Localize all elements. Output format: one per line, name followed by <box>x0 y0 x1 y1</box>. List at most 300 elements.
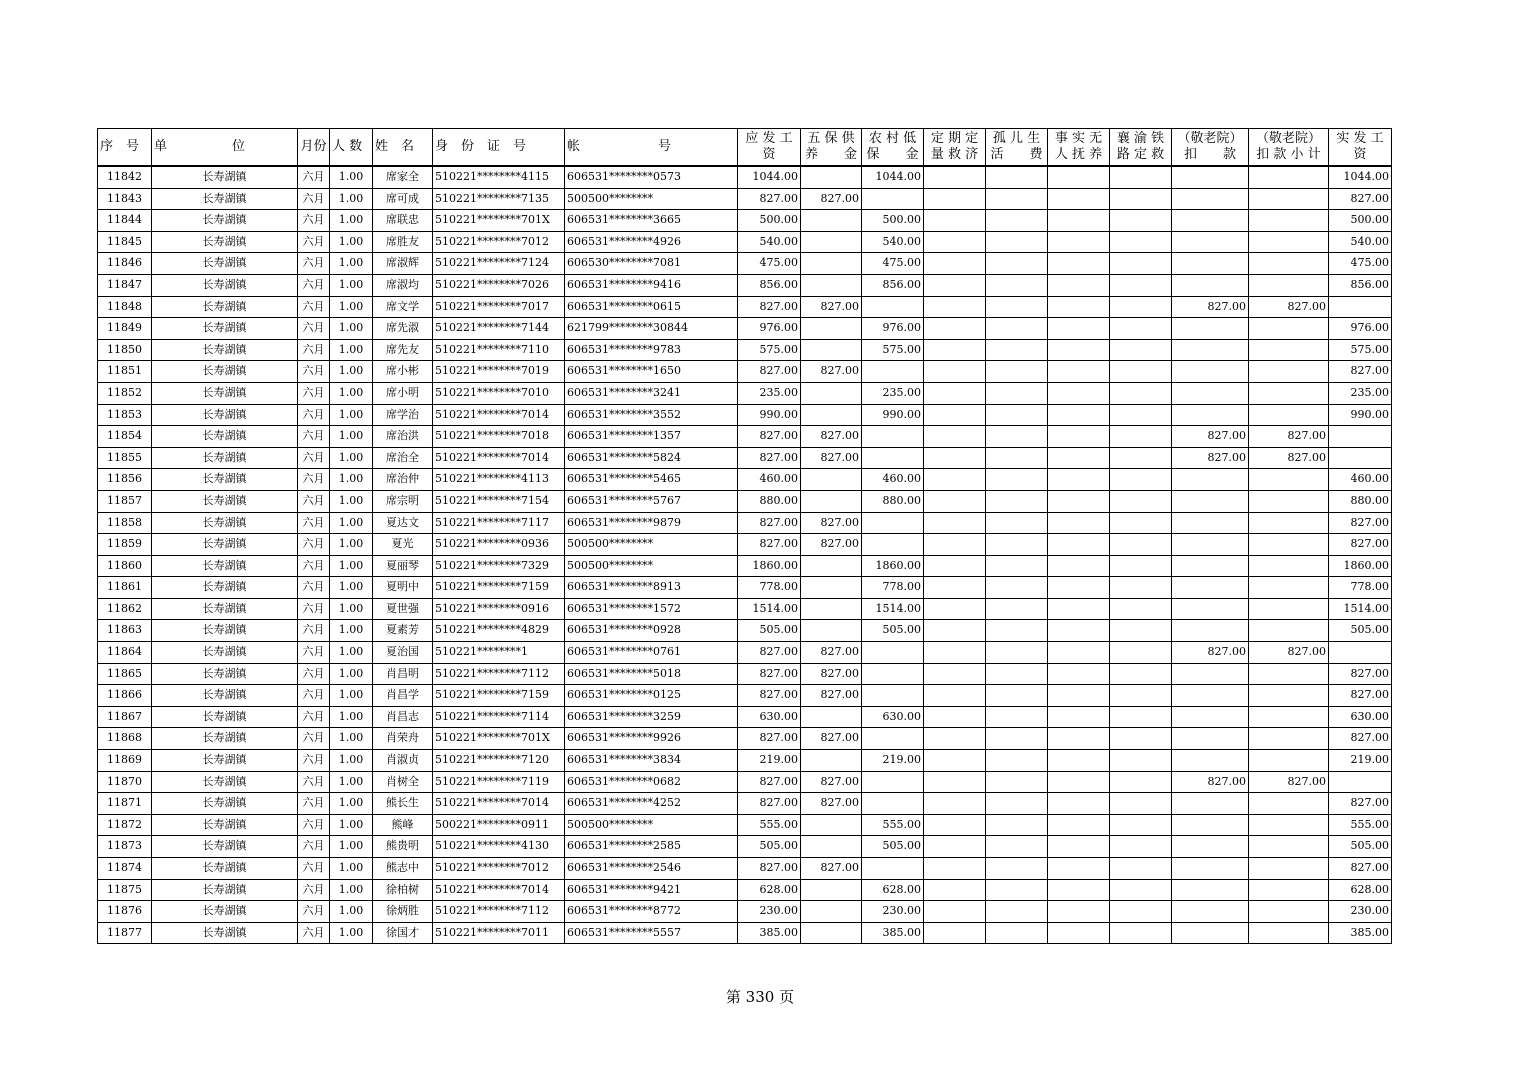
account-cell: 606531********8772 <box>565 901 738 923</box>
account-cell: 606531********3259 <box>565 706 738 728</box>
nursing-home-deduction-cell <box>1172 210 1249 232</box>
account-cell: 606531********1572 <box>565 598 738 620</box>
xiangyu-railway-cell <box>1110 210 1172 232</box>
deduction-subtotal-cell: 827.00 <box>1249 642 1329 664</box>
xiangyu-railway-cell <box>1110 555 1172 577</box>
table-row <box>98 296 1392 318</box>
nursing-home-deduction-cell <box>1172 188 1249 210</box>
orphan-living-cell <box>986 253 1048 275</box>
deduction-subtotal-cell <box>1249 512 1329 534</box>
periodic-relief-cell <box>924 382 986 404</box>
nursing-home-deduction-cell <box>1172 382 1249 404</box>
name-cell: 席联忠 <box>373 210 433 232</box>
xiangyu-railway-cell <box>1110 814 1172 836</box>
gross-pay-cell: 856.00 <box>738 274 801 296</box>
gross-pay-cell: 1860.00 <box>738 555 801 577</box>
serial-no-cell: 11864 <box>98 642 152 664</box>
de-facto-orphan-cell <box>1048 663 1110 685</box>
name-cell: 席学治 <box>373 404 433 426</box>
column-header-line1: 农 村 低 <box>868 131 917 146</box>
table-row <box>98 922 1392 944</box>
net-pay-cell: 976.00 <box>1329 318 1392 340</box>
net-pay-cell: 827.00 <box>1329 663 1392 685</box>
deduction-subtotal-cell <box>1249 210 1329 232</box>
xiangyu-railway-cell <box>1110 620 1172 642</box>
rural-subsistence-cell <box>862 858 924 880</box>
column-header-line1: 孤 儿 生 <box>992 131 1041 146</box>
serial-no-cell: 11868 <box>98 728 152 750</box>
rural-subsistence-cell <box>862 426 924 448</box>
month-cell: 六月 <box>298 318 330 340</box>
nursing-home-deduction-cell <box>1172 706 1249 728</box>
unit-cell: 长寿湖镇 <box>152 642 298 664</box>
account-cell: 606531********4252 <box>565 793 738 815</box>
five-guarantee-cell <box>801 469 862 491</box>
de-facto-orphan-cell <box>1048 534 1110 556</box>
unit-cell: 长寿湖镇 <box>152 447 298 469</box>
account-cell: 606531********8913 <box>565 577 738 599</box>
headcount-cell: 1.00 <box>330 490 373 512</box>
gross-pay-cell: 1514.00 <box>738 598 801 620</box>
xiangyu-railway-cell <box>1110 598 1172 620</box>
gross-pay-cell: 505.00 <box>738 620 801 642</box>
nursing-home-deduction-cell <box>1172 231 1249 253</box>
account-cell: 606531********0682 <box>565 771 738 793</box>
account-cell: 606531********4926 <box>565 231 738 253</box>
nursing-home-deduction-cell <box>1172 901 1249 923</box>
name-cell: 席治仲 <box>373 469 433 491</box>
five-guarantee-cell <box>801 598 862 620</box>
id-number-cell: 510221********7112 <box>433 901 565 923</box>
table-row <box>98 469 1392 491</box>
rural-subsistence-cell: 778.00 <box>862 577 924 599</box>
column-header <box>152 129 298 167</box>
name-cell: 席胜友 <box>373 231 433 253</box>
header-row <box>98 129 1392 167</box>
deduction-subtotal-cell <box>1249 858 1329 880</box>
gross-pay-cell: 1044.00 <box>738 166 801 188</box>
table-row <box>98 901 1392 923</box>
headcount-cell: 1.00 <box>330 339 373 361</box>
rural-subsistence-cell: 230.00 <box>862 901 924 923</box>
name-cell: 肖昌学 <box>373 685 433 707</box>
table-row <box>98 706 1392 728</box>
id-number-cell: 510221********7124 <box>433 253 565 275</box>
nursing-home-deduction-cell <box>1172 469 1249 491</box>
gross-pay-cell: 827.00 <box>738 512 801 534</box>
column-header-line1: 五 保 供 <box>807 131 855 146</box>
serial-no-cell: 11844 <box>98 210 152 232</box>
table-row <box>98 836 1392 858</box>
serial-no-cell: 11861 <box>98 577 152 599</box>
column-header-line1: （敬老院） <box>1177 131 1243 146</box>
deduction-subtotal-cell: 827.00 <box>1249 447 1329 469</box>
xiangyu-railway-cell <box>1110 188 1172 210</box>
unit-cell: 长寿湖镇 <box>152 490 298 512</box>
table-row <box>98 188 1392 210</box>
periodic-relief-cell <box>924 361 986 383</box>
serial-no-cell: 11851 <box>98 361 152 383</box>
name-cell: 熊长生 <box>373 793 433 815</box>
unit-cell: 长寿湖镇 <box>152 685 298 707</box>
rural-subsistence-cell: 976.00 <box>862 318 924 340</box>
five-guarantee-cell: 827.00 <box>801 512 862 534</box>
table-row <box>98 728 1392 750</box>
nursing-home-deduction-cell: 827.00 <box>1172 447 1249 469</box>
rural-subsistence-cell: 505.00 <box>862 620 924 642</box>
serial-no-cell: 11848 <box>98 296 152 318</box>
orphan-living-cell <box>986 426 1048 448</box>
rural-subsistence-cell: 540.00 <box>862 231 924 253</box>
five-guarantee-cell: 827.00 <box>801 642 862 664</box>
deduction-subtotal-cell <box>1249 750 1329 772</box>
id-number-cell: 510221********7014 <box>433 879 565 901</box>
column-header <box>373 129 433 167</box>
rural-subsistence-cell: 628.00 <box>862 879 924 901</box>
headcount-cell: 1.00 <box>330 166 373 188</box>
periodic-relief-cell <box>924 274 986 296</box>
periodic-relief-cell <box>924 555 986 577</box>
gross-pay-cell: 827.00 <box>738 771 801 793</box>
gross-pay-cell: 827.00 <box>738 188 801 210</box>
orphan-living-cell <box>986 814 1048 836</box>
de-facto-orphan-cell <box>1048 490 1110 512</box>
table-row <box>98 555 1392 577</box>
serial-no-cell: 11860 <box>98 555 152 577</box>
id-number-cell: 510221********7017 <box>433 296 565 318</box>
orphan-living-cell <box>986 836 1048 858</box>
table-row <box>98 339 1392 361</box>
deduction-subtotal-cell <box>1249 469 1329 491</box>
headcount-cell: 1.00 <box>330 361 373 383</box>
gross-pay-cell: 827.00 <box>738 447 801 469</box>
nursing-home-deduction-cell <box>1172 534 1249 556</box>
orphan-living-cell <box>986 274 1048 296</box>
gross-pay-cell: 827.00 <box>738 858 801 880</box>
de-facto-orphan-cell <box>1048 296 1110 318</box>
periodic-relief-cell <box>924 685 986 707</box>
five-guarantee-cell <box>801 922 862 944</box>
headcount-cell: 1.00 <box>330 598 373 620</box>
serial-no-cell: 11869 <box>98 750 152 772</box>
nursing-home-deduction-cell <box>1172 555 1249 577</box>
net-pay-cell: 540.00 <box>1329 231 1392 253</box>
net-pay-cell: 827.00 <box>1329 685 1392 707</box>
unit-cell: 长寿湖镇 <box>152 555 298 577</box>
table-header <box>98 129 1392 167</box>
account-cell: 606531********3552 <box>565 404 738 426</box>
month-cell: 六月 <box>298 750 330 772</box>
serial-no-cell: 11852 <box>98 382 152 404</box>
id-number-cell: 510221********7019 <box>433 361 565 383</box>
month-cell: 六月 <box>298 253 330 275</box>
rural-subsistence-cell <box>862 728 924 750</box>
orphan-living-cell <box>986 858 1048 880</box>
unit-cell: 长寿湖镇 <box>152 231 298 253</box>
serial-no-cell: 11875 <box>98 879 152 901</box>
table-row <box>98 210 1392 232</box>
month-cell: 六月 <box>298 426 330 448</box>
column-header <box>1329 129 1392 167</box>
name-cell: 席宗明 <box>373 490 433 512</box>
account-cell: 606531********5824 <box>565 447 738 469</box>
account-cell: 606531********9421 <box>565 879 738 901</box>
net-pay-cell: 555.00 <box>1329 814 1392 836</box>
de-facto-orphan-cell <box>1048 858 1110 880</box>
net-pay-cell <box>1329 771 1392 793</box>
five-guarantee-cell <box>801 555 862 577</box>
rural-subsistence-cell: 235.00 <box>862 382 924 404</box>
table-row <box>98 426 1392 448</box>
headcount-cell: 1.00 <box>330 318 373 340</box>
net-pay-cell: 500.00 <box>1329 210 1392 232</box>
five-guarantee-cell <box>801 750 862 772</box>
orphan-living-cell <box>986 901 1048 923</box>
account-cell: 500500******** <box>565 555 738 577</box>
gross-pay-cell: 880.00 <box>738 490 801 512</box>
account-cell: 500500******** <box>565 534 738 556</box>
id-number-cell: 510221********7012 <box>433 858 565 880</box>
xiangyu-railway-cell <box>1110 447 1172 469</box>
periodic-relief-cell <box>924 447 986 469</box>
nursing-home-deduction-cell <box>1172 274 1249 296</box>
table-row <box>98 253 1392 275</box>
column-header-line1: 月份 <box>300 139 327 154</box>
de-facto-orphan-cell <box>1048 404 1110 426</box>
xiangyu-railway-cell <box>1110 771 1172 793</box>
month-cell: 六月 <box>298 382 330 404</box>
serial-no-cell: 11876 <box>98 901 152 923</box>
rural-subsistence-cell <box>862 296 924 318</box>
name-cell: 席文学 <box>373 296 433 318</box>
unit-cell: 长寿湖镇 <box>152 728 298 750</box>
serial-no-cell: 11854 <box>98 426 152 448</box>
gross-pay-cell: 219.00 <box>738 750 801 772</box>
nursing-home-deduction-cell <box>1172 512 1249 534</box>
xiangyu-railway-cell <box>1110 750 1172 772</box>
periodic-relief-cell <box>924 836 986 858</box>
de-facto-orphan-cell <box>1048 188 1110 210</box>
table-row <box>98 318 1392 340</box>
id-number-cell: 510221********7014 <box>433 404 565 426</box>
gross-pay-cell: 500.00 <box>738 210 801 232</box>
name-cell: 席淑辉 <box>373 253 433 275</box>
deduction-subtotal-cell <box>1249 555 1329 577</box>
name-cell: 肖昌明 <box>373 663 433 685</box>
unit-cell: 长寿湖镇 <box>152 663 298 685</box>
deduction-subtotal-cell <box>1249 598 1329 620</box>
month-cell: 六月 <box>298 166 330 188</box>
serial-no-cell: 11857 <box>98 490 152 512</box>
unit-cell: 长寿湖镇 <box>152 814 298 836</box>
month-cell: 六月 <box>298 598 330 620</box>
name-cell: 席先友 <box>373 339 433 361</box>
xiangyu-railway-cell <box>1110 339 1172 361</box>
nursing-home-deduction-cell <box>1172 750 1249 772</box>
periodic-relief-cell <box>924 426 986 448</box>
net-pay-cell: 827.00 <box>1329 188 1392 210</box>
xiangyu-railway-cell <box>1110 512 1172 534</box>
rural-subsistence-cell: 385.00 <box>862 922 924 944</box>
orphan-living-cell <box>986 166 1048 188</box>
month-cell: 六月 <box>298 274 330 296</box>
account-cell: 606531********5465 <box>565 469 738 491</box>
rural-subsistence-cell: 1044.00 <box>862 166 924 188</box>
month-cell: 六月 <box>298 642 330 664</box>
orphan-living-cell <box>986 750 1048 772</box>
nursing-home-deduction-cell: 827.00 <box>1172 771 1249 793</box>
rural-subsistence-cell <box>862 188 924 210</box>
serial-no-cell: 11870 <box>98 771 152 793</box>
name-cell: 席治全 <box>373 447 433 469</box>
month-cell: 六月 <box>298 879 330 901</box>
five-guarantee-cell: 827.00 <box>801 361 862 383</box>
id-number-cell: 510221********7154 <box>433 490 565 512</box>
periodic-relief-cell <box>924 318 986 340</box>
name-cell: 夏世强 <box>373 598 433 620</box>
table-row <box>98 231 1392 253</box>
rural-subsistence-cell <box>862 663 924 685</box>
five-guarantee-cell: 827.00 <box>801 663 862 685</box>
orphan-living-cell <box>986 231 1048 253</box>
name-cell: 熊峰 <box>373 814 433 836</box>
unit-cell: 长寿湖镇 <box>152 901 298 923</box>
de-facto-orphan-cell <box>1048 750 1110 772</box>
unit-cell: 长寿湖镇 <box>152 534 298 556</box>
nursing-home-deduction-cell <box>1172 404 1249 426</box>
nursing-home-deduction-cell: 827.00 <box>1172 642 1249 664</box>
deduction-subtotal-cell <box>1249 922 1329 944</box>
column-header-line2: 扣 款 <box>1183 147 1236 162</box>
xiangyu-railway-cell <box>1110 685 1172 707</box>
orphan-living-cell <box>986 382 1048 404</box>
five-guarantee-cell: 827.00 <box>801 534 862 556</box>
month-cell: 六月 <box>298 512 330 534</box>
xiangyu-railway-cell <box>1110 922 1172 944</box>
nursing-home-deduction-cell <box>1172 577 1249 599</box>
month-cell: 六月 <box>298 447 330 469</box>
net-pay-cell: 827.00 <box>1329 512 1392 534</box>
orphan-living-cell <box>986 512 1048 534</box>
id-number-cell: 510221********7329 <box>433 555 565 577</box>
column-header-line1: 身 份 证 号 <box>435 139 527 154</box>
column-header <box>98 129 152 167</box>
gross-pay-cell: 778.00 <box>738 577 801 599</box>
deduction-subtotal-cell <box>1249 188 1329 210</box>
periodic-relief-cell <box>924 771 986 793</box>
column-header <box>565 129 738 167</box>
unit-cell: 长寿湖镇 <box>152 426 298 448</box>
table-row <box>98 447 1392 469</box>
periodic-relief-cell <box>924 750 986 772</box>
orphan-living-cell <box>986 577 1048 599</box>
month-cell: 六月 <box>298 210 330 232</box>
periodic-relief-cell <box>924 490 986 512</box>
deduction-subtotal-cell <box>1249 663 1329 685</box>
five-guarantee-cell <box>801 318 862 340</box>
gross-pay-cell: 460.00 <box>738 469 801 491</box>
rural-subsistence-cell: 990.00 <box>862 404 924 426</box>
id-number-cell: 510221********7159 <box>433 685 565 707</box>
deduction-subtotal-cell <box>1249 382 1329 404</box>
table-row <box>98 598 1392 620</box>
month-cell: 六月 <box>298 706 330 728</box>
net-pay-cell: 856.00 <box>1329 274 1392 296</box>
de-facto-orphan-cell <box>1048 361 1110 383</box>
periodic-relief-cell <box>924 339 986 361</box>
gross-pay-cell: 628.00 <box>738 879 801 901</box>
account-cell: 606531********2546 <box>565 858 738 880</box>
deduction-subtotal-cell: 827.00 <box>1249 771 1329 793</box>
id-number-cell: 510221********0936 <box>433 534 565 556</box>
net-pay-cell: 505.00 <box>1329 836 1392 858</box>
gross-pay-cell: 827.00 <box>738 642 801 664</box>
five-guarantee-cell <box>801 253 862 275</box>
gross-pay-cell: 230.00 <box>738 901 801 923</box>
account-cell: 606531********9783 <box>565 339 738 361</box>
id-number-cell: 510221********4130 <box>433 836 565 858</box>
de-facto-orphan-cell <box>1048 706 1110 728</box>
column-header-line2: 保 金 <box>866 147 919 162</box>
gross-pay-cell: 827.00 <box>738 361 801 383</box>
column-header-line1: 实 发 工 <box>1336 131 1384 146</box>
unit-cell: 长寿湖镇 <box>152 706 298 728</box>
gross-pay-cell: 827.00 <box>738 663 801 685</box>
five-guarantee-cell <box>801 879 862 901</box>
table-row <box>98 879 1392 901</box>
de-facto-orphan-cell <box>1048 793 1110 815</box>
nursing-home-deduction-cell <box>1172 620 1249 642</box>
serial-no-cell: 11873 <box>98 836 152 858</box>
periodic-relief-cell <box>924 879 986 901</box>
periodic-relief-cell <box>924 814 986 836</box>
month-cell: 六月 <box>298 188 330 210</box>
orphan-living-cell <box>986 642 1048 664</box>
serial-no-cell: 11872 <box>98 814 152 836</box>
periodic-relief-cell <box>924 534 986 556</box>
name-cell: 徐炳胜 <box>373 901 433 923</box>
orphan-living-cell <box>986 771 1048 793</box>
table-row <box>98 166 1392 188</box>
rural-subsistence-cell <box>862 771 924 793</box>
nursing-home-deduction-cell <box>1172 663 1249 685</box>
gross-pay-cell: 540.00 <box>738 231 801 253</box>
id-number-cell: 510221********701X <box>433 728 565 750</box>
headcount-cell: 1.00 <box>330 858 373 880</box>
net-pay-cell: 827.00 <box>1329 858 1392 880</box>
five-guarantee-cell <box>801 166 862 188</box>
account-cell: 606531********0125 <box>565 685 738 707</box>
account-cell: 606531********5018 <box>565 663 738 685</box>
de-facto-orphan-cell <box>1048 598 1110 620</box>
month-cell: 六月 <box>298 577 330 599</box>
name-cell: 肖昌志 <box>373 706 433 728</box>
unit-cell: 长寿湖镇 <box>152 339 298 361</box>
headcount-cell: 1.00 <box>330 534 373 556</box>
xiangyu-railway-cell <box>1110 879 1172 901</box>
gross-pay-cell: 827.00 <box>738 426 801 448</box>
xiangyu-railway-cell <box>1110 793 1172 815</box>
deduction-subtotal-cell <box>1249 339 1329 361</box>
column-header-line1: 人 数 <box>332 139 363 154</box>
orphan-living-cell <box>986 296 1048 318</box>
column-header-line2: 扣 款 小 计 <box>1256 147 1321 162</box>
five-guarantee-cell: 827.00 <box>801 793 862 815</box>
net-pay-cell: 219.00 <box>1329 750 1392 772</box>
periodic-relief-cell <box>924 231 986 253</box>
five-guarantee-cell: 827.00 <box>801 447 862 469</box>
headcount-cell: 1.00 <box>330 663 373 685</box>
